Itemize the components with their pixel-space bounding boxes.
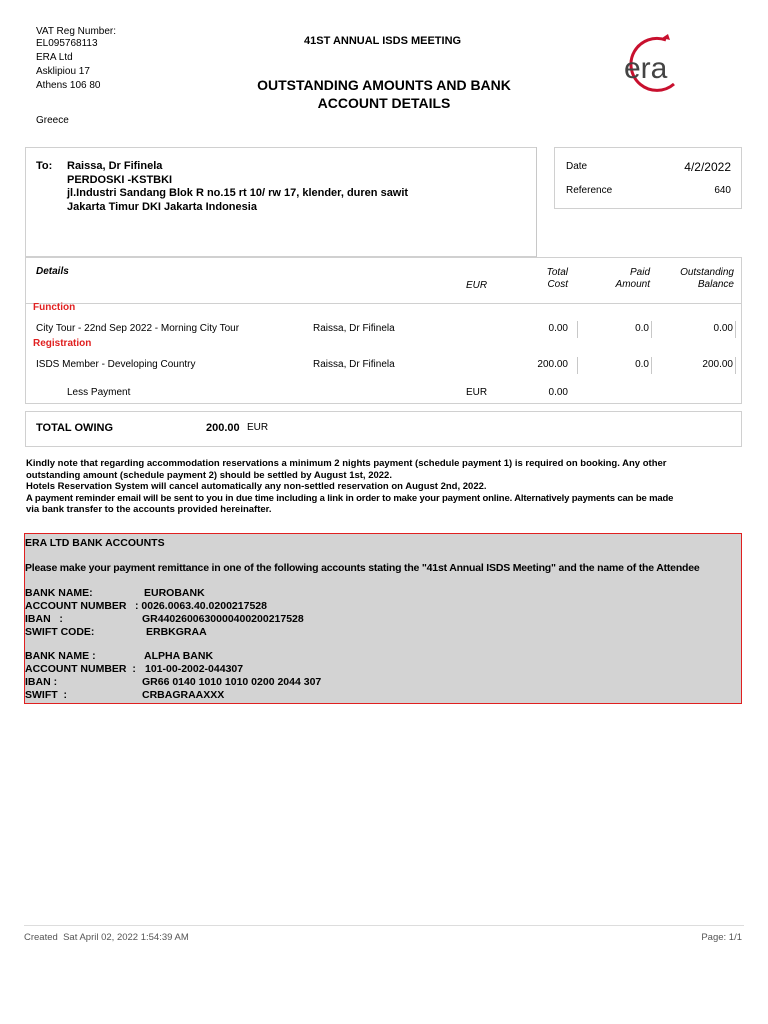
footer-divider	[24, 925, 744, 926]
recipient-name: Raissa, Dr Fifinela	[67, 160, 163, 172]
recipient-address1: jl.Industri Sandang Blok R no.15 rt 10/ rw 17, klender, duren sawit	[67, 187, 409, 199]
note-line: outstanding amount (schedule payment 2) should be settled by August 1st, 2022.	[26, 469, 392, 481]
bank1-swift: ERBKGRAA	[146, 626, 207, 638]
bank2-swift-label: SWIFT :	[25, 689, 67, 701]
to-label: To:	[36, 160, 53, 172]
svg-text:era: era	[624, 52, 668, 85]
row-attendee: Raissa, Dr Fifinela	[313, 359, 395, 370]
page-title	[214, 76, 554, 112]
total-currency: EUR	[247, 422, 269, 433]
total-amount: 200.00	[206, 422, 240, 434]
bank2-swift: CRBAGRAAXXX	[142, 689, 225, 701]
sender-address	[36, 26, 156, 92]
row-paid: 0.0	[635, 359, 649, 370]
vat-number: EL095768113	[36, 38, 98, 49]
section-label-function: Function	[33, 302, 76, 313]
bank1-iban: GR4402600630000400200217528	[142, 613, 304, 625]
meeting-title: 41ST ANNUAL ISDS MEETING	[304, 35, 462, 47]
note-line: via bank transfer to the accounts provided hereinafter.	[26, 504, 272, 515]
bank1-account: : 0026.0063.40.0200217528	[135, 600, 267, 612]
payment-notes	[26, 458, 742, 516]
col-details: Details	[36, 266, 69, 277]
col-paid-amount: Paid Amount	[615, 267, 650, 290]
vat-label: VAT Reg Number:	[36, 26, 117, 37]
company-name: ERA Ltd	[36, 52, 73, 63]
bank2-name-label: BANK NAME :	[25, 650, 96, 662]
date-label: Date	[566, 161, 588, 172]
note-line: Kindly note that regarding accommodation reservations a minimum 2 nights payment (schedule payment 1) is required on booking. Any other	[26, 458, 667, 469]
note-line: Hotels Reservation System will cancel automatically any non-settled reservation on August 2nd, 2022.	[26, 481, 487, 492]
page-title-line1: OUTSTANDING AMOUNTS AND BANK	[257, 77, 511, 93]
era-logo	[618, 32, 686, 96]
row-attendee: Raissa, Dr Fifinela	[313, 323, 395, 334]
bank2-iban-label: IBAN :	[25, 676, 58, 688]
less-payment-amount: 0.00	[548, 387, 568, 398]
city: Athens 106 80	[36, 80, 101, 91]
page-number: Page: 1/1	[701, 932, 742, 943]
created-timestamp: Created Sat April 02, 2022 1:54:39 AM	[24, 932, 189, 943]
bank1-account-label: ACCOUNT NUMBER	[25, 600, 127, 612]
country: Greece	[36, 115, 69, 126]
reference-label: Reference	[566, 185, 613, 196]
bank-accounts-box	[24, 533, 742, 704]
meta-box	[554, 147, 742, 209]
date-value: 4/2/2022	[684, 160, 731, 174]
recipient-details	[67, 160, 527, 214]
total-label: TOTAL OWING	[36, 422, 113, 434]
row-description: ISDS Member - Developing Country	[36, 359, 196, 370]
row-total: 0.00	[548, 323, 568, 334]
street: Asklipiou 17	[36, 66, 90, 77]
bank2-iban: GR66 0140 1010 1010 0200 2044 307	[142, 676, 322, 688]
bank1-name: EUROBANK	[144, 587, 205, 599]
reference-value: 640	[714, 185, 731, 196]
section-label-registration: Registration	[33, 338, 92, 349]
bank1-swift-label: SWIFT CODE:	[25, 626, 95, 638]
row-balance: 0.00	[713, 323, 733, 334]
page-title-line2: ACCOUNT DETAILS	[317, 95, 451, 111]
bank1-name-label: BANK NAME:	[25, 587, 93, 599]
bank2-account: 101-00-2002-044307	[145, 663, 244, 675]
less-payment-label: Less Payment	[67, 387, 131, 398]
bank2-name: ALPHA BANK	[144, 650, 214, 662]
bank2-account-label: ACCOUNT NUMBER :	[25, 663, 136, 675]
col-outstanding: Outstanding Balance	[680, 267, 734, 290]
note-line: A payment reminder email will be sent to you in due time including a link in order to make your payment online. Alternatively payments can be made	[26, 492, 674, 504]
recipient-address2: Jakarta Timur DKI Jakarta Indonesia	[67, 200, 257, 213]
less-payment-currency: EUR	[466, 387, 488, 398]
total-box	[25, 411, 742, 447]
bank-heading: ERA LTD BANK ACCOUNTS	[25, 537, 165, 549]
row-balance: 200.00	[702, 359, 733, 370]
row-total: 200.00	[537, 359, 568, 370]
col-total-cost: Total Cost	[546, 267, 568, 290]
bank1-iban-label: IBAN :	[25, 613, 63, 625]
bank-instruction: Please make your payment remittance in one of the following accounts stating the "41st Annual ISDS Meeting" and the name of the Attendee	[25, 562, 700, 574]
recipient-org: PERDOSKI -KSTBKI	[67, 173, 173, 186]
row-paid: 0.0	[635, 323, 649, 334]
col-currency: EUR	[466, 280, 488, 291]
row-description: City Tour - 22nd Sep 2022 - Morning City Tour	[36, 323, 240, 334]
